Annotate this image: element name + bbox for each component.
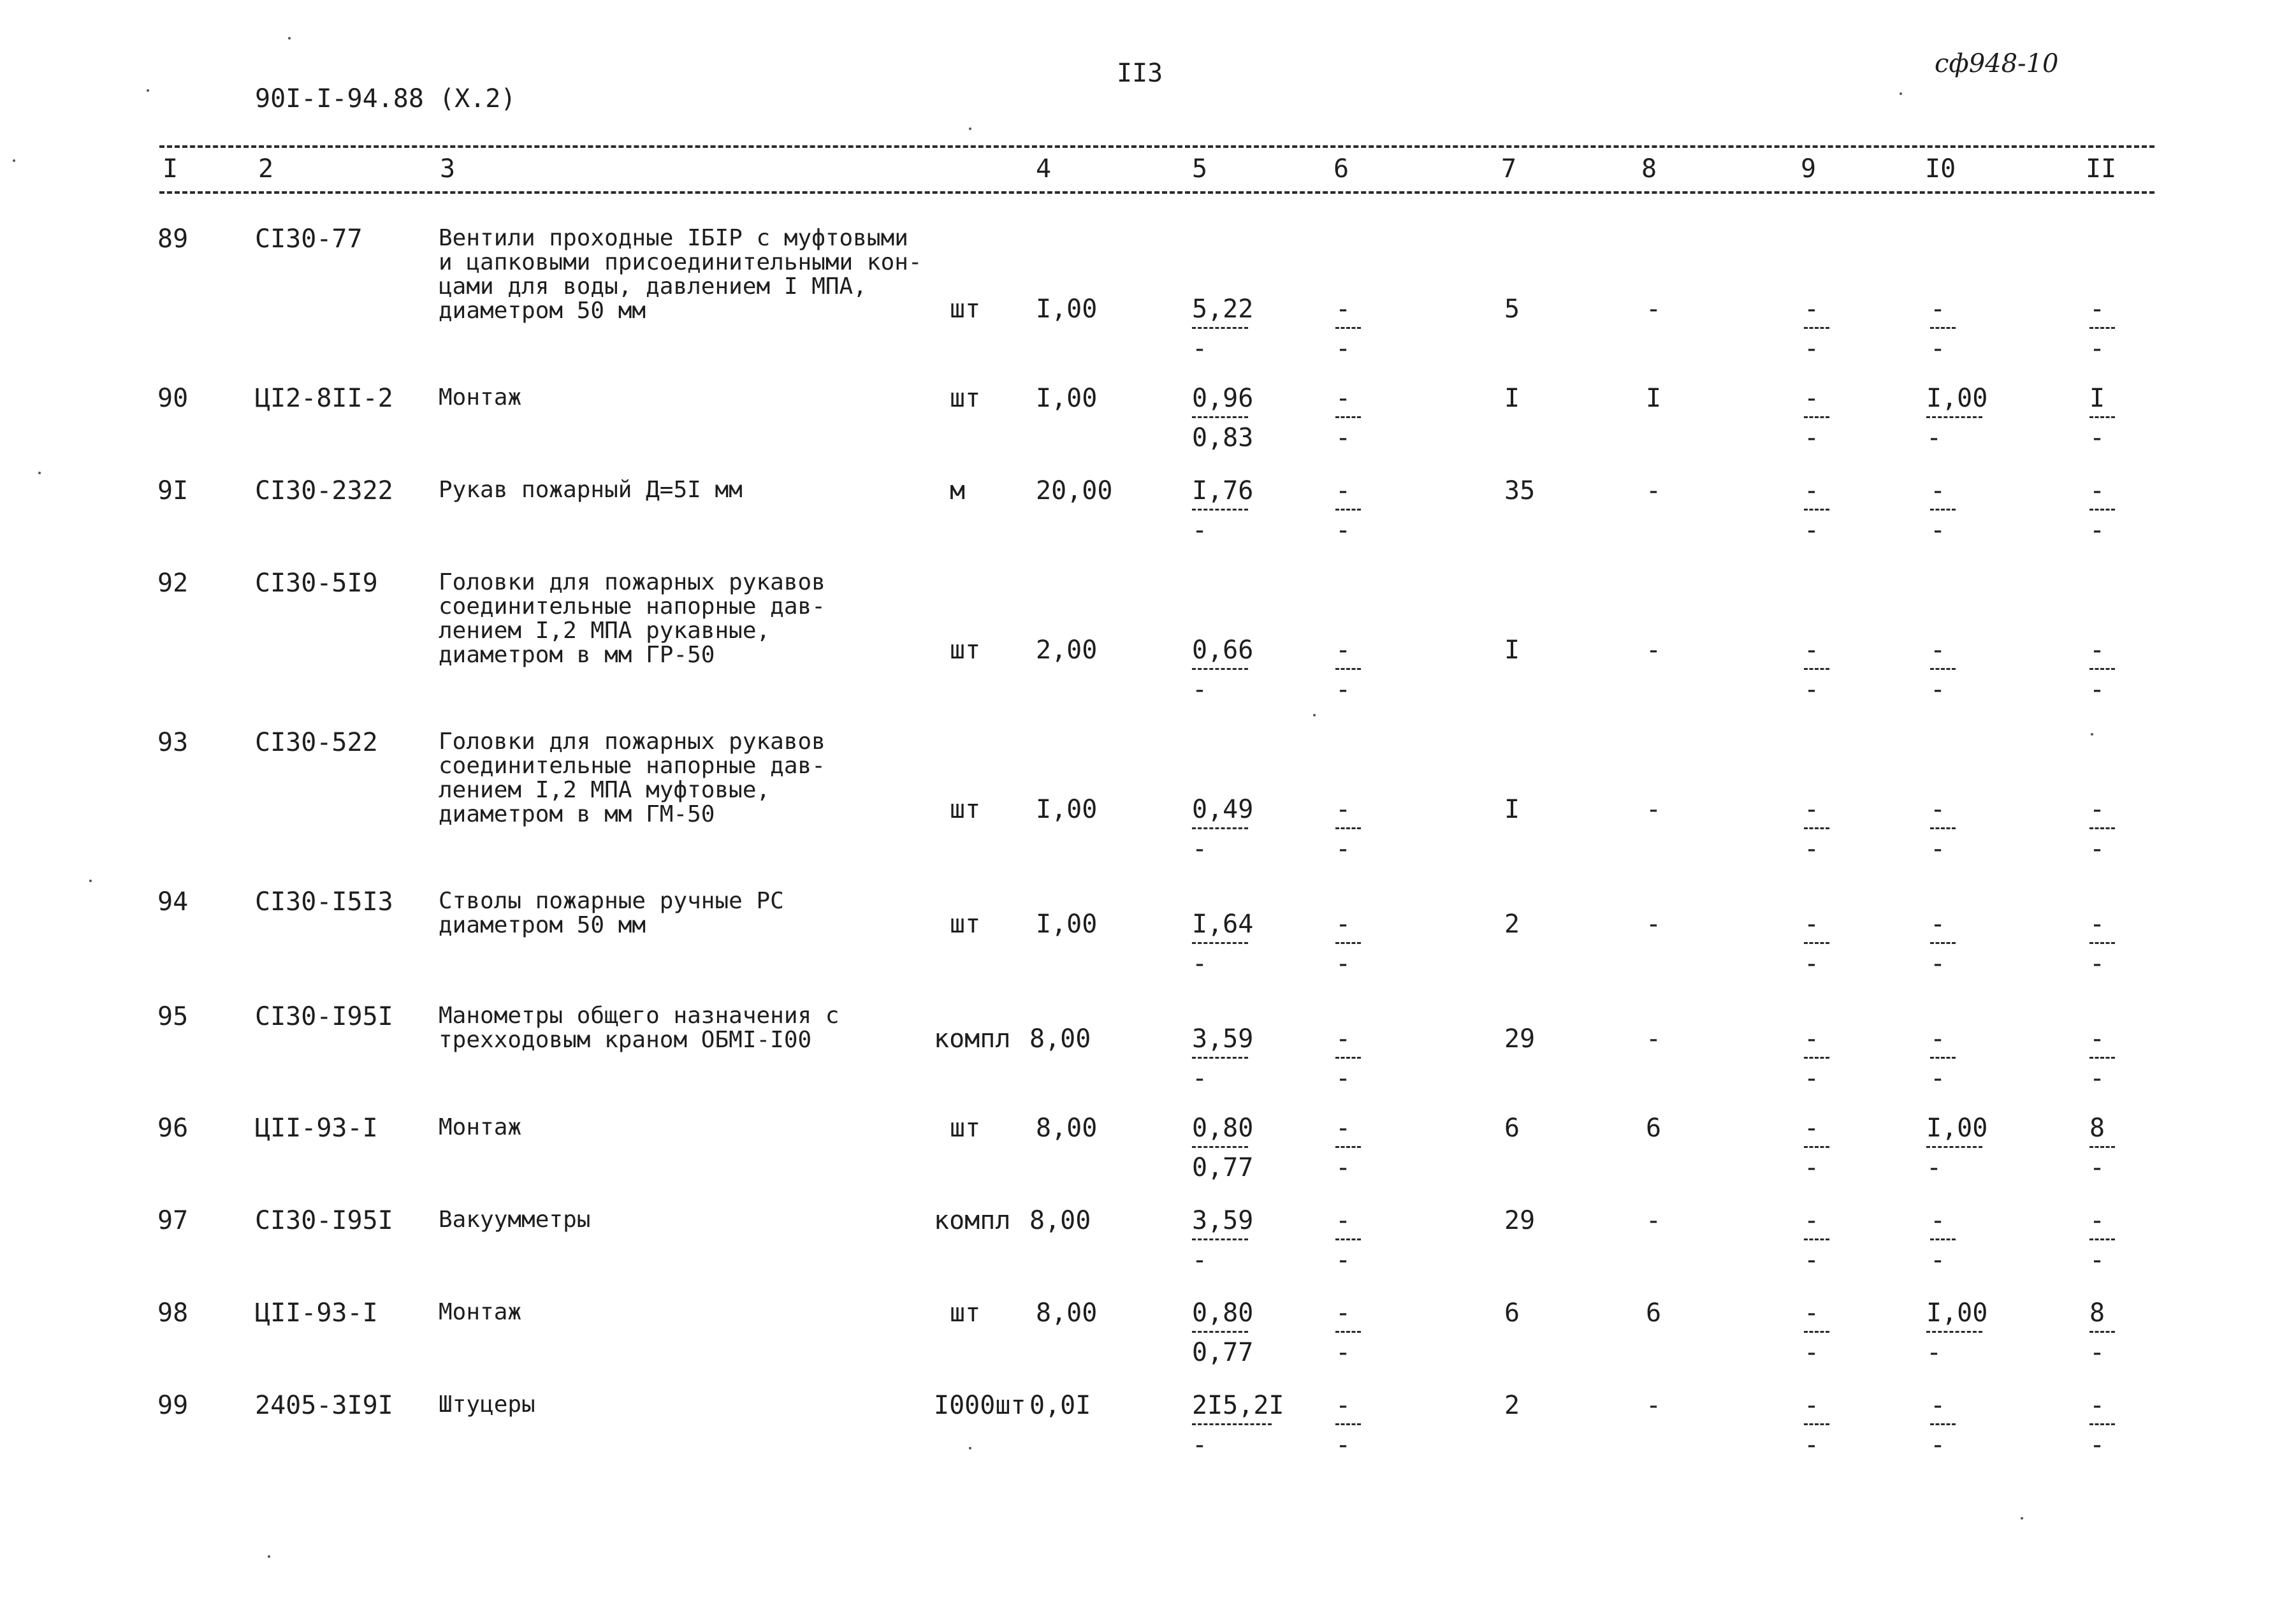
price-code: CI30-522	[255, 728, 378, 757]
col11-divider	[2089, 1423, 2115, 1425]
col5-cost-top: 2I5,2I	[1192, 1391, 1284, 1420]
row-number: 92	[157, 569, 189, 598]
row-number: 90	[157, 384, 189, 413]
col10-bottom: -	[1926, 1153, 1942, 1182]
col7-value: 6	[1504, 1114, 1520, 1143]
row-number: 95	[157, 1002, 189, 1031]
col5-cost-bottom: -	[1192, 1430, 1208, 1460]
column-header-9: 9	[1801, 154, 1817, 184]
row-number: 89	[157, 224, 189, 254]
col9-bottom: -	[1804, 1338, 1820, 1367]
col9-divider	[1804, 1238, 1829, 1240]
col6-bottom: -	[1335, 423, 1351, 453]
col10-divider	[1930, 668, 1956, 670]
col5-cost-bottom: -	[1192, 949, 1208, 978]
col6-divider	[1335, 1423, 1361, 1425]
col10-top: -	[1930, 294, 1946, 324]
col10-bottom: -	[1930, 1064, 1946, 1093]
col9-bottom: -	[1804, 1153, 1820, 1182]
col10-divider	[1930, 827, 1956, 829]
col5-cost-top: I,76	[1192, 476, 1254, 505]
col10-bottom: -	[1926, 423, 1942, 453]
col11-bottom: -	[2089, 675, 2105, 704]
row-number: 96	[157, 1114, 189, 1143]
col11-bottom: -	[2089, 334, 2105, 363]
col6-top: -	[1335, 635, 1351, 665]
col10-bottom: -	[1930, 949, 1946, 978]
col8-value: -	[1646, 1391, 1662, 1420]
unit: I000шт	[934, 1391, 1026, 1420]
scan-speck	[969, 127, 971, 130]
col9-divider	[1804, 942, 1829, 944]
col6-divider	[1335, 509, 1361, 511]
col5-cost-bottom: -	[1192, 334, 1208, 363]
col9-bottom: -	[1804, 949, 1820, 978]
col11-top: -	[2089, 1024, 2105, 1054]
column-header-8: 8	[1641, 154, 1657, 184]
col5-cost-top: 0,49	[1192, 795, 1254, 824]
col11-bottom: -	[2089, 834, 2105, 864]
col11-top: 8	[2089, 1298, 2105, 1328]
col9-top: -	[1804, 635, 1820, 665]
header-bottom-rule	[159, 191, 2154, 194]
col10-top: I,00	[1926, 1298, 1988, 1328]
item-description: Вентили проходные IБIP с муфтовыми и цапковыми присоединительными кон- цами для воды, давлением I МПА, диаметром 50 мм	[439, 225, 922, 324]
item-description: Вакуумметры	[439, 1207, 591, 1233]
price-code: ЦI2-8II-2	[255, 384, 393, 413]
col5-cost-bottom: -	[1192, 1245, 1208, 1275]
col7-value: 6	[1504, 1298, 1520, 1328]
unit: шт	[950, 635, 981, 665]
col11-bottom: -	[2089, 1064, 2105, 1093]
col6-top: -	[1335, 795, 1351, 824]
col5-cost-divider	[1192, 327, 1248, 329]
col5-cost-divider	[1192, 827, 1248, 829]
col11-divider	[2089, 942, 2115, 944]
col11-bottom: -	[2089, 949, 2105, 978]
col9-divider	[1804, 1057, 1829, 1059]
unit: компл	[934, 1206, 1011, 1235]
col10-divider	[1926, 1146, 1982, 1148]
quantity: I,00	[1036, 294, 1098, 324]
col7-value: 2	[1504, 910, 1520, 939]
column-header-3: 3	[440, 154, 456, 184]
unit: шт	[950, 795, 981, 824]
col8-value: -	[1646, 1024, 1662, 1054]
col9-top: -	[1804, 1391, 1820, 1420]
col5-cost-top: 3,59	[1192, 1206, 1254, 1235]
quantity: 2,00	[1036, 635, 1098, 665]
col9-bottom: -	[1804, 516, 1820, 545]
col6-top: -	[1335, 294, 1351, 324]
col8-value: -	[1646, 795, 1662, 824]
col6-bottom: -	[1335, 334, 1351, 363]
item-description: Монтаж	[439, 1114, 522, 1140]
scan-speck	[147, 89, 149, 92]
col6-divider	[1335, 1057, 1361, 1059]
col10-bottom: -	[1926, 1338, 1942, 1367]
column-header-1: I	[163, 154, 178, 184]
col5-cost-top: 0,80	[1192, 1114, 1254, 1143]
col5-cost-top: I,64	[1192, 910, 1254, 939]
col11-bottom: -	[2089, 1153, 2105, 1182]
col5-cost-divider	[1192, 1423, 1272, 1425]
price-code: CI30-5I9	[255, 569, 378, 598]
col11-top: -	[2089, 1206, 2105, 1235]
col8-value: I	[1646, 384, 1662, 413]
col6-divider	[1335, 827, 1361, 829]
scan-speck	[1313, 714, 1316, 716]
col6-divider	[1335, 942, 1361, 944]
col6-bottom: -	[1335, 1153, 1351, 1182]
column-header-6: 6	[1333, 154, 1349, 184]
col5-cost-bottom: -	[1192, 516, 1208, 545]
col7-value: 29	[1504, 1206, 1536, 1235]
col11-top: -	[2089, 910, 2105, 939]
quantity: 8,00	[1036, 1298, 1098, 1328]
col11-top: -	[2089, 476, 2105, 505]
price-code: CI30-2322	[255, 476, 393, 505]
col6-divider	[1335, 1146, 1361, 1148]
col11-divider	[2089, 1331, 2115, 1333]
scan-speck	[2091, 733, 2093, 736]
col6-bottom: -	[1335, 516, 1351, 545]
col9-bottom: -	[1804, 423, 1820, 453]
scan-speck	[13, 159, 15, 162]
col7-value: I	[1504, 635, 1520, 665]
col5-cost-bottom: -	[1192, 675, 1208, 704]
col10-divider	[1930, 1423, 1956, 1425]
col8-value: 6	[1646, 1114, 1662, 1143]
col5-cost-top: 5,22	[1192, 294, 1254, 324]
col11-divider	[2089, 416, 2115, 418]
col5-cost-divider	[1192, 668, 1248, 670]
col10-top: -	[1930, 1206, 1946, 1235]
col10-divider	[1930, 942, 1956, 944]
col9-bottom: -	[1804, 1064, 1820, 1093]
col10-top: -	[1930, 1024, 1946, 1054]
quantity: 8,00	[1036, 1114, 1098, 1143]
header-top-rule	[159, 145, 2154, 148]
item-description: Манометры общего назначения с трехходовым краном ОБМI-I00	[439, 1003, 839, 1053]
quantity: 8,00	[1029, 1024, 1091, 1054]
col10-divider	[1926, 416, 1982, 418]
col6-top: -	[1335, 384, 1351, 413]
quantity: I,00	[1036, 795, 1098, 824]
row-number: 98	[157, 1298, 189, 1328]
col11-top: -	[2089, 635, 2105, 665]
quantity: 8,00	[1029, 1206, 1091, 1235]
col10-bottom: -	[1930, 675, 1946, 704]
col10-top: -	[1930, 910, 1946, 939]
col9-divider	[1804, 827, 1829, 829]
item-description: Монтаж	[439, 1299, 522, 1325]
handwritten-reference: сф948-10	[1935, 49, 2059, 78]
item-description: Головки для пожарных рукавов соединительные напорные дав- лением I,2 МПА рукавные, диаметром в мм ГР-50	[439, 569, 825, 668]
col6-bottom: -	[1335, 1064, 1351, 1093]
col9-divider	[1804, 668, 1829, 670]
col6-bottom: -	[1335, 675, 1351, 704]
col10-top: -	[1930, 635, 1946, 665]
row-number: 9I	[157, 476, 189, 505]
col9-top: -	[1804, 1114, 1820, 1143]
col9-bottom: -	[1804, 675, 1820, 704]
unit: шт	[950, 384, 981, 413]
page-number: II3	[1117, 59, 1163, 88]
col6-bottom: -	[1335, 1245, 1351, 1275]
col6-top: -	[1335, 476, 1351, 505]
col11-divider	[2089, 1238, 2115, 1240]
col9-top: -	[1804, 384, 1820, 413]
col10-bottom: -	[1930, 1430, 1946, 1460]
quantity: I,00	[1036, 384, 1098, 413]
column-header-5: 5	[1192, 154, 1208, 184]
unit: компл	[934, 1024, 1011, 1054]
col8-value: -	[1646, 476, 1662, 505]
col9-bottom: -	[1804, 334, 1820, 363]
col9-divider	[1804, 1331, 1829, 1333]
col9-divider	[1804, 1146, 1829, 1148]
column-header-11: II	[2086, 154, 2117, 184]
col10-top: -	[1930, 795, 1946, 824]
col9-top: -	[1804, 1298, 1820, 1328]
col9-divider	[1804, 1423, 1829, 1425]
col11-top: -	[2089, 294, 2105, 324]
col5-cost-divider	[1192, 1331, 1248, 1333]
row-number: 93	[157, 728, 189, 757]
quantity: 20,00	[1036, 476, 1113, 505]
col9-top: -	[1804, 476, 1820, 505]
unit: шт	[950, 1298, 981, 1328]
col6-top: -	[1335, 1024, 1351, 1054]
col10-divider	[1930, 1057, 1956, 1059]
col11-bottom: -	[2089, 1430, 2105, 1460]
scan-speck	[2021, 1517, 2023, 1520]
col7-value: 5	[1504, 294, 1520, 324]
col5-cost-top: 0,80	[1192, 1298, 1254, 1328]
column-header-4: 4	[1036, 154, 1052, 184]
quantity: 0,0I	[1029, 1391, 1091, 1420]
col5-cost-top: 3,59	[1192, 1024, 1254, 1054]
col6-bottom: -	[1335, 1430, 1351, 1460]
col8-value: -	[1646, 910, 1662, 939]
col9-divider	[1804, 327, 1829, 329]
item-description: Штуцеры	[439, 1391, 535, 1418]
col9-divider	[1804, 416, 1829, 418]
item-description: Рукав пожарный Д=5I мм	[439, 477, 743, 503]
col11-bottom: -	[2089, 1338, 2105, 1367]
col7-value: 29	[1504, 1024, 1536, 1054]
scan-speck	[1900, 92, 1902, 95]
col11-bottom: -	[2089, 1245, 2105, 1275]
col10-top: -	[1930, 1391, 1946, 1420]
col10-divider	[1930, 1238, 1956, 1240]
col5-cost-divider	[1192, 1146, 1248, 1148]
col11-divider	[2089, 827, 2115, 829]
col10-bottom: -	[1930, 1245, 1946, 1275]
item-description: Стволы пожарные ручные РС диаметром 50 мм	[439, 888, 784, 938]
col6-top: -	[1335, 1391, 1351, 1420]
col6-divider	[1335, 416, 1361, 418]
quantity: I,00	[1036, 910, 1098, 939]
price-code: CI30-I95I	[255, 1002, 393, 1031]
price-code: ЦII-93-I	[255, 1298, 378, 1328]
col9-bottom: -	[1804, 834, 1820, 864]
col11-top: -	[2089, 1391, 2105, 1420]
document-code: 90I-I-94.88 (X.2)	[255, 84, 516, 113]
unit: м	[950, 476, 966, 505]
col9-divider	[1804, 509, 1829, 511]
col5-cost-divider	[1192, 416, 1248, 418]
col11-top: I	[2089, 384, 2105, 413]
col5-cost-top: 0,96	[1192, 384, 1254, 413]
col11-divider	[2089, 509, 2115, 511]
column-header-7: 7	[1501, 154, 1517, 184]
col10-divider	[1930, 327, 1956, 329]
col10-top: I,00	[1926, 384, 1988, 413]
col8-value: -	[1646, 635, 1662, 665]
col9-bottom: -	[1804, 1430, 1820, 1460]
col9-top: -	[1804, 910, 1820, 939]
row-number: 99	[157, 1391, 189, 1420]
col11-top: 8	[2089, 1114, 2105, 1143]
unit: шт	[950, 910, 981, 939]
scan-speck	[38, 472, 41, 474]
col11-divider	[2089, 327, 2115, 329]
col10-bottom: -	[1930, 834, 1946, 864]
item-description: Монтаж	[439, 384, 522, 410]
col6-divider	[1335, 1331, 1361, 1333]
price-code: ЦII-93-I	[255, 1114, 378, 1143]
unit: шт	[950, 294, 981, 324]
col5-cost-divider	[1192, 1057, 1248, 1059]
col10-bottom: -	[1930, 516, 1946, 545]
col6-bottom: -	[1335, 1338, 1351, 1367]
col6-top: -	[1335, 1298, 1351, 1328]
col7-value: 35	[1504, 476, 1536, 505]
col7-value: I	[1504, 795, 1520, 824]
col7-value: 2	[1504, 1391, 1520, 1420]
col7-value: I	[1504, 384, 1520, 413]
scan-speck	[89, 880, 92, 882]
col6-top: -	[1335, 1114, 1351, 1143]
col5-cost-bottom: 0,77	[1192, 1338, 1254, 1367]
col11-bottom: -	[2089, 516, 2105, 545]
col5-cost-bottom: -	[1192, 834, 1208, 864]
col11-top: -	[2089, 795, 2105, 824]
col9-bottom: -	[1804, 1245, 1820, 1275]
col10-bottom: -	[1930, 334, 1946, 363]
col5-cost-divider	[1192, 509, 1248, 511]
col5-cost-bottom: -	[1192, 1064, 1208, 1093]
column-header-10: I0	[1925, 154, 1956, 184]
row-number: 97	[157, 1206, 189, 1235]
col6-divider	[1335, 327, 1361, 329]
col6-bottom: -	[1335, 949, 1351, 978]
price-code: 2405-3I9I	[255, 1391, 393, 1420]
col8-value: 6	[1646, 1298, 1662, 1328]
col11-divider	[2089, 1146, 2115, 1148]
scan-speck	[969, 1447, 971, 1449]
price-code: CI30-77	[255, 224, 363, 254]
price-code: CI30-I5I3	[255, 887, 393, 917]
scan-speck	[288, 37, 291, 40]
row-number: 94	[157, 887, 189, 917]
col5-cost-divider	[1192, 1238, 1248, 1240]
col11-divider	[2089, 668, 2115, 670]
col10-divider	[1930, 509, 1956, 511]
item-description: Головки для пожарных рукавов соединительные напорные дав- лением I,2 МПА муфтовые, диаметром в мм ГМ-50	[439, 729, 825, 827]
price-code: CI30-I95I	[255, 1206, 393, 1235]
col9-top: -	[1804, 1024, 1820, 1054]
col9-top: -	[1804, 294, 1820, 324]
col6-divider	[1335, 1238, 1361, 1240]
col9-top: -	[1804, 1206, 1820, 1235]
col6-top: -	[1335, 1206, 1351, 1235]
col11-divider	[2089, 1057, 2115, 1059]
scan-speck	[268, 1555, 270, 1558]
col10-top: -	[1930, 476, 1946, 505]
col10-top: I,00	[1926, 1114, 1988, 1143]
unit: шт	[950, 1114, 981, 1143]
col8-value: -	[1646, 294, 1662, 324]
col5-cost-bottom: 0,77	[1192, 1153, 1254, 1182]
col9-top: -	[1804, 795, 1820, 824]
col11-bottom: -	[2089, 423, 2105, 453]
col10-divider	[1926, 1331, 1982, 1333]
col8-value: -	[1646, 1206, 1662, 1235]
col5-cost-top: 0,66	[1192, 635, 1254, 665]
col6-bottom: -	[1335, 834, 1351, 864]
col6-divider	[1335, 668, 1361, 670]
column-header-2: 2	[258, 154, 274, 184]
col5-cost-divider	[1192, 942, 1248, 944]
col5-cost-bottom: 0,83	[1192, 423, 1254, 453]
col6-top: -	[1335, 910, 1351, 939]
